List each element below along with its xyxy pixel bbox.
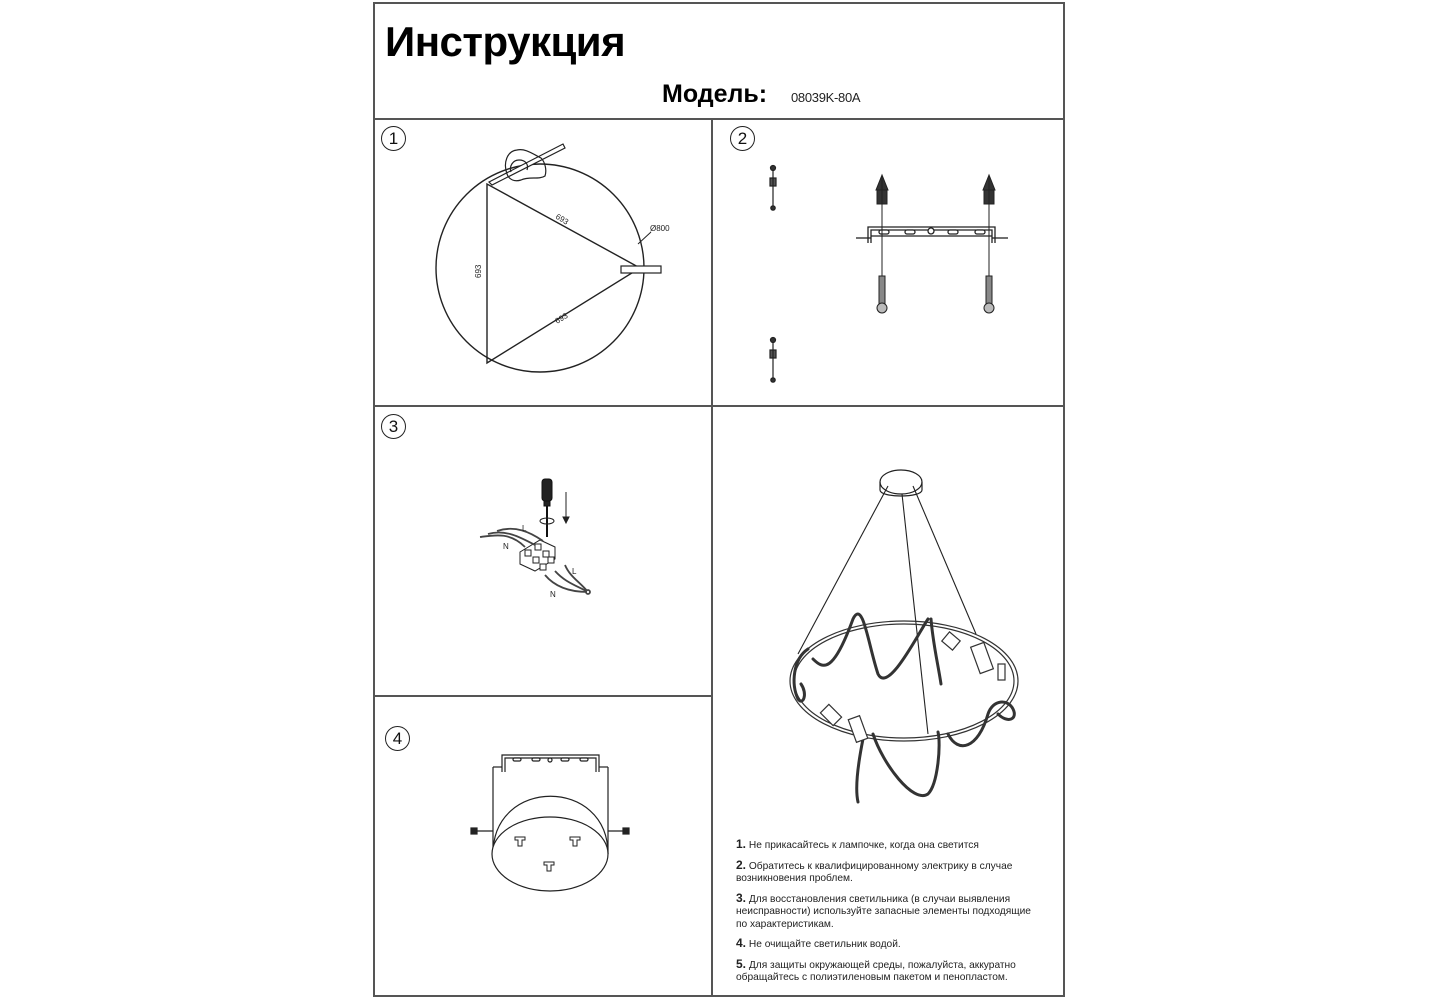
- step-1-diagram: [375, 118, 715, 403]
- wire-label-neutral: N: [550, 590, 556, 599]
- screw-icon: [984, 276, 994, 313]
- note-text: Для восстановления светильника (в случаи выявления неисправности) используйте запасные элементы подходящие по характеристикам.: [736, 893, 1031, 930]
- canopy-icon: [492, 767, 608, 891]
- screw-anchor-icon: [770, 166, 776, 211]
- ceiling-canopy: [880, 470, 922, 494]
- note-number: 3.: [736, 890, 747, 905]
- dimension-side: 693: [474, 264, 483, 278]
- step-number-3: 3: [381, 414, 406, 439]
- down-arrow-icon: [563, 492, 569, 523]
- step-number-1: 1: [381, 126, 406, 151]
- note-number: 2.: [736, 857, 747, 872]
- dimension-diameter: Ø800: [650, 224, 670, 233]
- step-number-4: 4: [385, 726, 410, 751]
- step-2-diagram: [713, 118, 1067, 403]
- note-number: 1.: [736, 837, 747, 851]
- note-item: [736, 892, 1036, 932]
- mounting-bracket: [502, 755, 599, 772]
- wire-label-live: L: [522, 524, 527, 533]
- model-value: 08039K-80A: [791, 90, 861, 105]
- model-label: Модель:: [662, 80, 768, 108]
- dimension-side: 693: [553, 311, 570, 326]
- note-item: [736, 838, 1036, 853]
- header: [375, 4, 1063, 120]
- triangle-marking: [487, 184, 640, 363]
- note-item: [736, 937, 1036, 952]
- screwdriver-icon: [542, 479, 552, 537]
- note-number: 4.: [736, 936, 747, 950]
- safety-notes: [736, 838, 1036, 991]
- note-item: [736, 958, 1036, 985]
- ceiling-circle-outline: [436, 164, 644, 372]
- mounting-bracket: [856, 227, 1008, 243]
- spotlight-icons: [820, 632, 1005, 742]
- chandelier-illustration: [713, 444, 1067, 844]
- note-text: Для защиты окружающей среды, пожалуйста, аккуратно обращайтесь с полиэтиленовым пакетом и пенопластом.: [736, 959, 1016, 983]
- step-number-2: 2: [730, 126, 755, 151]
- bracket-marker: [621, 266, 661, 273]
- step-3-diagram: [375, 407, 713, 695]
- note-text: Не очищайте светильник водой.: [748, 939, 901, 950]
- suspension-cables: [798, 486, 976, 734]
- wire-label-neutral: N: [503, 542, 509, 551]
- page-title: Инструкция: [385, 18, 626, 65]
- note-number: 5.: [736, 956, 747, 971]
- instruction-sheet: [373, 2, 1065, 997]
- screw-icon: [877, 276, 887, 313]
- note-item: [736, 859, 1036, 886]
- screw-anchor-icon: [770, 338, 776, 383]
- note-text: Обратитесь к квалифицированному электрику в случае возникновения проблем.: [736, 860, 1013, 884]
- step-4-diagram: [375, 697, 713, 997]
- wire-label-live: L: [572, 567, 577, 576]
- note-text: Не прикасайтесь к лампочке, когда она светится: [748, 840, 979, 851]
- dimension-side: 693: [553, 211, 571, 227]
- terminal-block-icon: [520, 540, 555, 571]
